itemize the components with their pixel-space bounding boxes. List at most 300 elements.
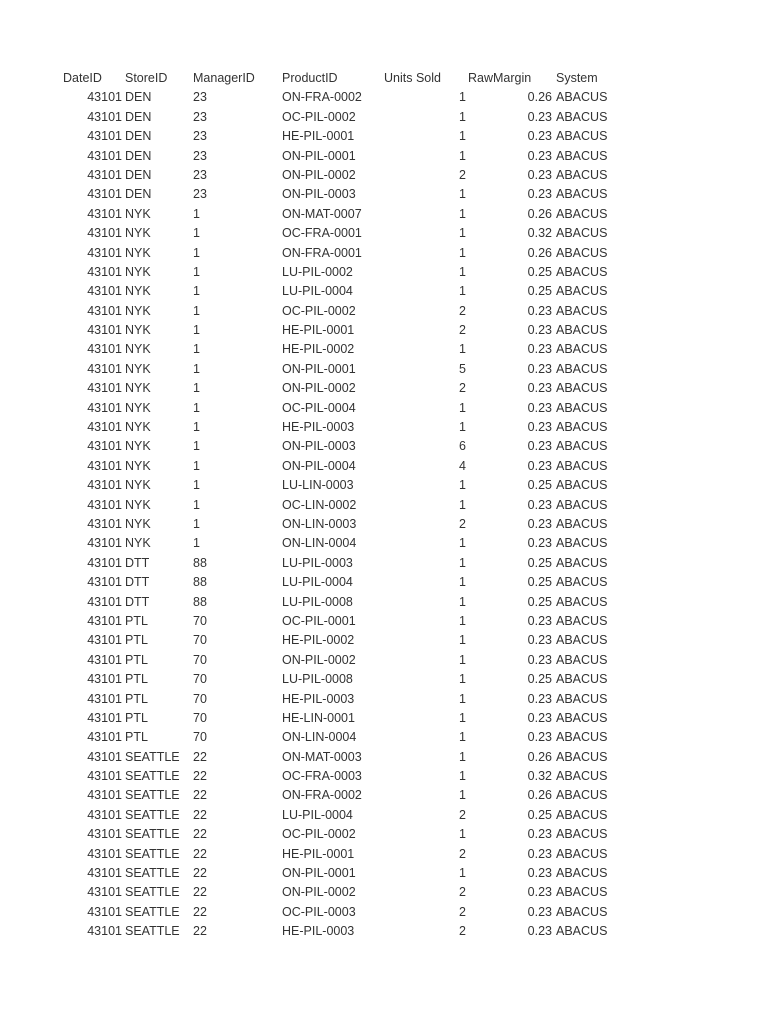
table-row [0,845,768,864]
units-sold-cell: 2 [459,924,466,939]
date-id-cell: 43101 [87,342,122,357]
manager-id-cell: 70 [193,691,207,706]
date-id-cell: 43101 [87,323,122,338]
manager-id-cell: 1 [193,497,200,512]
date-id-cell: 43101 [87,613,122,628]
units-sold-cell: 1 [459,109,466,124]
store-id-cell: NYK [125,420,151,435]
table-row [0,593,768,612]
store-id-cell: DEN [125,109,152,124]
store-id-cell: NYK [125,381,151,396]
date-id-cell: 43101 [87,594,122,609]
store-id-cell: PTL [125,730,148,745]
raw-margin-cell: 0.25 [527,807,552,822]
system-cell: ABACUS [556,536,608,551]
store-id-cell: SEATTLE [125,885,180,900]
units-sold-cell: 1 [459,497,466,512]
date-id-cell: 43101 [87,284,122,299]
table-row [0,263,768,282]
raw-margin-cell: 0.23 [527,516,552,531]
store-id-cell: PTL [125,691,148,706]
store-id-cell: SEATTLE [125,788,180,803]
date-id-cell: 43101 [87,516,122,531]
units-sold-cell: 2 [459,846,466,861]
raw-margin-cell: 0.23 [527,866,552,881]
system-cell: ABACUS [556,381,608,396]
system-cell: ABACUS [556,400,608,415]
product-id-cell: ON-PIL-0001 [282,866,356,881]
product-id-cell: LU-PIL-0004 [282,284,353,299]
date-id-cell: 43101 [87,90,122,105]
store-id-cell: SEATTLE [125,807,180,822]
date-id-cell: 43101 [87,672,122,687]
date-id-cell: 43101 [87,904,122,919]
raw-margin-cell: 0.25 [527,478,552,493]
store-id-cell: NYK [125,400,151,415]
units-sold-cell: 1 [459,866,466,881]
units-sold-cell: 2 [459,323,466,338]
store-id-cell: DTT [125,575,150,590]
raw-margin-cell: 0.26 [527,90,552,105]
manager-id-cell: 70 [193,633,207,648]
raw-margin-cell: 0.25 [527,594,552,609]
manager-id-cell: 1 [193,439,200,454]
date-id-cell: 43101 [87,148,122,163]
table-row [0,670,768,689]
product-id-cell: OC-FRA-0001 [282,226,362,241]
raw-margin-cell: 0.26 [527,788,552,803]
system-cell: ABACUS [556,555,608,570]
system-cell: ABACUS [556,497,608,512]
system-cell: ABACUS [556,924,608,939]
units-sold-cell: 1 [459,536,466,551]
store-id-cell: DEN [125,167,152,182]
table-row [0,166,768,185]
system-cell: ABACUS [556,846,608,861]
product-id-cell: ON-PIL-0001 [282,148,356,163]
product-id-cell: HE-LIN-0001 [282,710,355,725]
units-sold-cell: 1 [459,400,466,415]
raw-margin-cell: 0.23 [527,167,552,182]
table-row [0,612,768,631]
table-row [0,302,768,321]
store-id-cell: SEATTLE [125,769,180,784]
system-cell: ABACUS [556,594,608,609]
table-row [0,321,768,340]
manager-id-cell: 1 [193,536,200,551]
system-cell: ABACUS [556,90,608,105]
date-id-cell: 43101 [87,245,122,260]
store-id-cell: NYK [125,439,151,454]
manager-id-cell: 1 [193,478,200,493]
table-row [0,88,768,107]
raw-margin-cell: 0.23 [527,381,552,396]
system-cell: ABACUS [556,284,608,299]
raw-margin-cell: 0.26 [527,245,552,260]
manager-id-cell: 1 [193,516,200,531]
store-id-cell: DEN [125,148,152,163]
store-id-cell: SEATTLE [125,904,180,919]
raw-margin-cell: 0.32 [527,226,552,241]
date-id-cell: 43101 [87,749,122,764]
date-id-cell: 43101 [87,226,122,241]
product-id-cell: HE-PIL-0003 [282,420,355,435]
units-sold-cell: 1 [459,710,466,725]
store-id-cell: DEN [125,187,152,202]
product-id-cell: OC-PIL-0002 [282,827,356,842]
system-cell: ABACUS [556,885,608,900]
units-sold-cell: 1 [459,652,466,667]
manager-id-cell: 1 [193,226,200,241]
units-sold-cell: 2 [459,516,466,531]
manager-id-cell: 1 [193,284,200,299]
units-sold-cell: 1 [459,129,466,144]
product-id-cell: LU-PIL-0004 [282,575,353,590]
table-row [0,224,768,243]
manager-id-cell: 88 [193,575,207,590]
raw-margin-cell: 0.26 [527,206,552,221]
raw-margin-cell: 0.26 [527,749,552,764]
table-row [0,185,768,204]
product-id-cell: OC-PIL-0004 [282,400,356,415]
raw-margin-cell: 0.23 [527,361,552,376]
raw-margin-cell: 0.23 [527,458,552,473]
store-id-cell: SEATTLE [125,866,180,881]
store-id-cell: SEATTLE [125,924,180,939]
system-cell: ABACUS [556,148,608,163]
raw-margin-cell: 0.23 [527,148,552,163]
product-id-cell: OC-PIL-0001 [282,613,356,628]
manager-id-cell: 1 [193,458,200,473]
product-id-cell: ON-FRA-0001 [282,245,362,260]
manager-id-cell: 1 [193,206,200,221]
product-id-cell: ON-PIL-0001 [282,361,356,376]
product-id-cell: ON-LIN-0004 [282,536,357,551]
manager-id-cell: 88 [193,594,207,609]
units-sold-cell: 1 [459,730,466,745]
raw-margin-cell: 0.25 [527,575,552,590]
table-row [0,883,768,902]
raw-margin-cell: 0.23 [527,536,552,551]
table-row [0,767,768,786]
units-sold-cell: 2 [459,904,466,919]
units-sold-cell: 1 [459,264,466,279]
store-id-cell: DTT [125,555,150,570]
table-row [0,437,768,456]
system-cell: ABACUS [556,904,608,919]
table-row [0,690,768,709]
date-id-cell: 43101 [87,187,122,202]
date-id-cell: 43101 [87,691,122,706]
table-row [0,340,768,359]
store-id-cell: NYK [125,458,151,473]
system-cell: ABACUS [556,129,608,144]
manager-id-cell: 22 [193,749,207,764]
units-sold-cell: 1 [459,769,466,784]
store-id-cell: NYK [125,206,151,221]
manager-id-cell: 23 [193,90,207,105]
raw-margin-cell: 0.23 [527,400,552,415]
units-sold-cell: 1 [459,691,466,706]
system-cell: ABACUS [556,516,608,531]
header-date-id: DateID [63,71,102,85]
store-id-cell: PTL [125,710,148,725]
product-id-cell: ON-LIN-0003 [282,516,357,531]
store-id-cell: NYK [125,478,151,493]
date-id-cell: 43101 [87,129,122,144]
system-cell: ABACUS [556,478,608,493]
units-sold-cell: 6 [459,439,466,454]
manager-id-cell: 22 [193,924,207,939]
date-id-cell: 43101 [87,924,122,939]
header-raw-margin: RawMargin [468,71,532,85]
raw-margin-cell: 0.23 [527,633,552,648]
product-id-cell: ON-PIL-0002 [282,381,356,396]
system-cell: ABACUS [556,633,608,648]
system-cell: ABACUS [556,807,608,822]
table-row [0,728,768,747]
system-cell: ABACUS [556,109,608,124]
manager-id-cell: 1 [193,420,200,435]
units-sold-cell: 1 [459,672,466,687]
system-cell: ABACUS [556,167,608,182]
units-sold-cell: 2 [459,807,466,822]
date-id-cell: 43101 [87,361,122,376]
system-cell: ABACUS [556,866,608,881]
manager-id-cell: 22 [193,866,207,881]
store-id-cell: NYK [125,323,151,338]
table-body [0,88,768,941]
manager-id-cell: 22 [193,788,207,803]
system-cell: ABACUS [556,439,608,454]
date-id-cell: 43101 [87,846,122,861]
date-id-cell: 43101 [87,439,122,454]
date-id-cell: 43101 [87,206,122,221]
raw-margin-cell: 0.23 [527,691,552,706]
units-sold-cell: 1 [459,613,466,628]
system-cell: ABACUS [556,730,608,745]
store-id-cell: DEN [125,129,152,144]
store-id-cell: PTL [125,672,148,687]
manager-id-cell: 1 [193,303,200,318]
store-id-cell: NYK [125,536,151,551]
manager-id-cell: 22 [193,846,207,861]
table-row [0,554,768,573]
units-sold-cell: 1 [459,827,466,842]
product-id-cell: OC-FRA-0003 [282,769,362,784]
date-id-cell: 43101 [87,381,122,396]
manager-id-cell: 1 [193,361,200,376]
store-id-cell: NYK [125,226,151,241]
units-sold-cell: 1 [459,148,466,163]
table-row [0,573,768,592]
units-sold-cell: 1 [459,749,466,764]
system-cell: ABACUS [556,458,608,473]
product-id-cell: LU-PIL-0003 [282,555,353,570]
date-id-cell: 43101 [87,167,122,182]
manager-id-cell: 23 [193,109,207,124]
product-id-cell: HE-PIL-0001 [282,846,355,861]
raw-margin-cell: 0.23 [527,613,552,628]
table-row [0,147,768,166]
table-row [0,786,768,805]
date-id-cell: 43101 [87,866,122,881]
table-row [0,806,768,825]
units-sold-cell: 1 [459,788,466,803]
product-id-cell: ON-PIL-0002 [282,885,356,900]
header-manager-id: ManagerID [193,71,255,85]
units-sold-cell: 1 [459,342,466,357]
product-id-cell: HE-PIL-0001 [282,129,355,144]
table-row [0,515,768,534]
product-id-cell: HE-PIL-0002 [282,342,355,357]
date-id-cell: 43101 [87,827,122,842]
units-sold-cell: 1 [459,206,466,221]
store-id-cell: NYK [125,264,151,279]
manager-id-cell: 70 [193,710,207,725]
product-id-cell: ON-PIL-0003 [282,439,356,454]
manager-id-cell: 1 [193,400,200,415]
system-cell: ABACUS [556,264,608,279]
manager-id-cell: 70 [193,652,207,667]
manager-id-cell: 23 [193,167,207,182]
table-row [0,825,768,844]
manager-id-cell: 22 [193,827,207,842]
store-id-cell: PTL [125,613,148,628]
manager-id-cell: 23 [193,148,207,163]
store-id-cell: SEATTLE [125,846,180,861]
header-store-id: StoreID [125,71,168,85]
product-id-cell: ON-LIN-0004 [282,730,357,745]
units-sold-cell: 1 [459,187,466,202]
units-sold-cell: 5 [459,361,466,376]
units-sold-cell: 1 [459,575,466,590]
date-id-cell: 43101 [87,420,122,435]
header-system: System [556,71,598,85]
table-row [0,360,768,379]
units-sold-cell: 1 [459,594,466,609]
product-id-cell: ON-MAT-0007 [282,206,362,221]
system-cell: ABACUS [556,827,608,842]
table-row [0,748,768,767]
manager-id-cell: 1 [193,245,200,260]
store-id-cell: DTT [125,594,150,609]
table-row [0,457,768,476]
date-id-cell: 43101 [87,788,122,803]
raw-margin-cell: 0.23 [527,730,552,745]
table-row [0,864,768,883]
system-cell: ABACUS [556,652,608,667]
system-cell: ABACUS [556,226,608,241]
system-cell: ABACUS [556,187,608,202]
raw-margin-cell: 0.23 [527,342,552,357]
raw-margin-cell: 0.23 [527,924,552,939]
raw-margin-cell: 0.23 [527,846,552,861]
manager-id-cell: 1 [193,381,200,396]
system-cell: ABACUS [556,245,608,260]
product-id-cell: OC-PIL-0002 [282,303,356,318]
product-id-cell: LU-LIN-0003 [282,478,354,493]
raw-margin-cell: 0.23 [527,323,552,338]
date-id-cell: 43101 [87,109,122,124]
table-row [0,476,768,495]
raw-margin-cell: 0.25 [527,672,552,687]
table-row [0,108,768,127]
product-id-cell: HE-PIL-0003 [282,691,355,706]
manager-id-cell: 70 [193,613,207,628]
product-id-cell: HE-PIL-0001 [282,323,355,338]
table-row [0,922,768,941]
product-id-cell: OC-LIN-0002 [282,497,357,512]
store-id-cell: PTL [125,652,148,667]
product-id-cell: HE-PIL-0002 [282,633,355,648]
system-cell: ABACUS [556,420,608,435]
store-id-cell: NYK [125,361,151,376]
date-id-cell: 43101 [87,458,122,473]
table-row [0,205,768,224]
product-id-cell: LU-PIL-0002 [282,264,353,279]
store-id-cell: NYK [125,342,151,357]
table-row [0,534,768,553]
header-product-id: ProductID [282,71,338,85]
raw-margin-cell: 0.23 [527,652,552,667]
system-cell: ABACUS [556,613,608,628]
date-id-cell: 43101 [87,575,122,590]
product-id-cell: ON-FRA-0002 [282,90,362,105]
raw-margin-cell: 0.25 [527,284,552,299]
manager-id-cell: 70 [193,672,207,687]
table-row [0,418,768,437]
store-id-cell: NYK [125,245,151,260]
product-id-cell: LU-PIL-0004 [282,807,353,822]
manager-id-cell: 1 [193,264,200,279]
units-sold-cell: 4 [459,458,466,473]
units-sold-cell: 1 [459,420,466,435]
raw-margin-cell: 0.23 [527,109,552,124]
date-id-cell: 43101 [87,303,122,318]
system-cell: ABACUS [556,206,608,221]
date-id-cell: 43101 [87,769,122,784]
table-row [0,399,768,418]
manager-id-cell: 22 [193,769,207,784]
date-id-cell: 43101 [87,633,122,648]
raw-margin-cell: 0.25 [527,555,552,570]
table-row [0,127,768,146]
product-id-cell: LU-PIL-0008 [282,594,353,609]
manager-id-cell: 88 [193,555,207,570]
table-row [0,651,768,670]
data-table [0,69,768,942]
raw-margin-cell: 0.23 [527,129,552,144]
product-id-cell: OC-PIL-0002 [282,109,356,124]
date-id-cell: 43101 [87,730,122,745]
system-cell: ABACUS [556,788,608,803]
raw-margin-cell: 0.23 [527,885,552,900]
units-sold-cell: 1 [459,633,466,648]
product-id-cell: ON-MAT-0003 [282,749,362,764]
store-id-cell: NYK [125,303,151,318]
table-row [0,631,768,650]
raw-margin-cell: 0.25 [527,264,552,279]
store-id-cell: DEN [125,90,152,105]
raw-margin-cell: 0.23 [527,904,552,919]
store-id-cell: PTL [125,633,148,648]
units-sold-cell: 2 [459,303,466,318]
table-row [0,709,768,728]
system-cell: ABACUS [556,749,608,764]
table-row [0,244,768,263]
manager-id-cell: 1 [193,342,200,357]
